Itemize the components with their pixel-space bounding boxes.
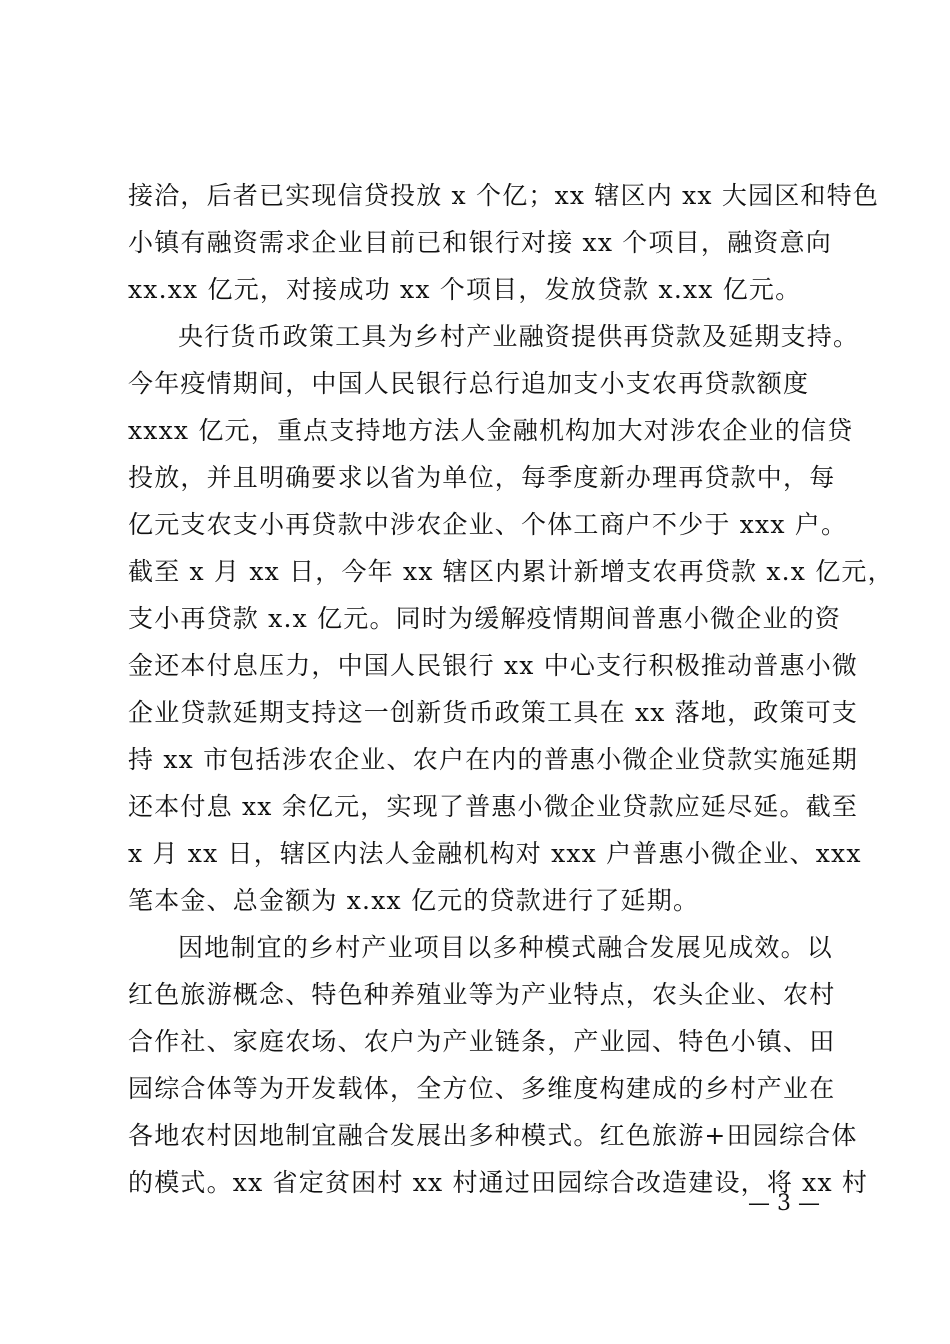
text-line: 还本付息 xx 余亿元，实现了普惠小微企业贷款应延尽延。截至 (128, 792, 859, 821)
text-line: 支小再贷款 x.x 亿元。同时为缓解疫情期间普惠小微企业的资 (128, 604, 842, 633)
text-line: 各地农村因地制宜融合发展出多种模式。红色旅游+田园综合体 (128, 1121, 858, 1150)
paragraph-first-line: 央行货币政策工具为乡村产业融资提供再贷款及延期支持。 (178, 322, 860, 351)
text-line: 持 xx 市包括涉农企业、农户在内的普惠小微企业贷款实施延期 (128, 745, 859, 774)
text-line: 投放，并且明确要求以省为单位，每季度新办理再贷款中，每 (128, 463, 836, 492)
text-line: 金还本付息压力，中国人民银行 xx 中心支行积极推动普惠小微 (128, 651, 859, 680)
text-line: xx.xx 亿元，对接成功 xx 个项目，发放贷款 x.xx 亿元。 (128, 275, 802, 304)
text-line: 的模式。xx 省定贫困村 xx 村通过田园综合改造建设，将 xx 村 (128, 1168, 869, 1197)
text-line: 园综合体等为开发载体，全方位、多维度构建成的乡村产业在 (128, 1074, 836, 1103)
text-line: 今年疫情期间，中国人民银行总行追加支小支农再贷款额度 (128, 369, 810, 398)
text-line: 截至 x 月 xx 日，今年 xx 辖区内累计新增支农再贷款 x.x 亿元， (128, 557, 894, 586)
text-line: 接洽，后者已实现信贷投放 x 个亿；xx 辖区内 xx 大园区和特色 (128, 181, 880, 210)
text-line: 企业贷款延期支持这一创新货币政策工具在 xx 落地，政策可支 (128, 698, 859, 727)
text-line: 亿元支农支小再贷款中涉农企业、个体工商户不少于 xxx 户。 (128, 510, 848, 539)
text-line: x 月 xx 日，辖区内法人金融机构对 xxx 户普惠小微企业、xxx (128, 839, 862, 868)
text-line: 笔本金、总金额为 x.xx 亿元的贷款进行了延期。 (128, 886, 700, 915)
paragraph-first-line: 因地制宜的乡村产业项目以多种模式融合发展见成效。以 (178, 933, 834, 962)
text-line: 合作社、家庭农场、农户为产业链条，产业园、特色小镇、田 (128, 1027, 836, 1056)
text-line: 红色旅游概念、特色种养殖业等为产业特点，农头企业、农村 (128, 980, 836, 1009)
page-number: — 3 — (748, 1191, 820, 1216)
text-line: 小镇有融资需求企业目前已和银行对接 xx 个项目，融资意向 (128, 228, 832, 257)
text-line: xxxx 亿元，重点支持地方法人金融机构加大对涉农企业的信贷 (128, 416, 854, 445)
